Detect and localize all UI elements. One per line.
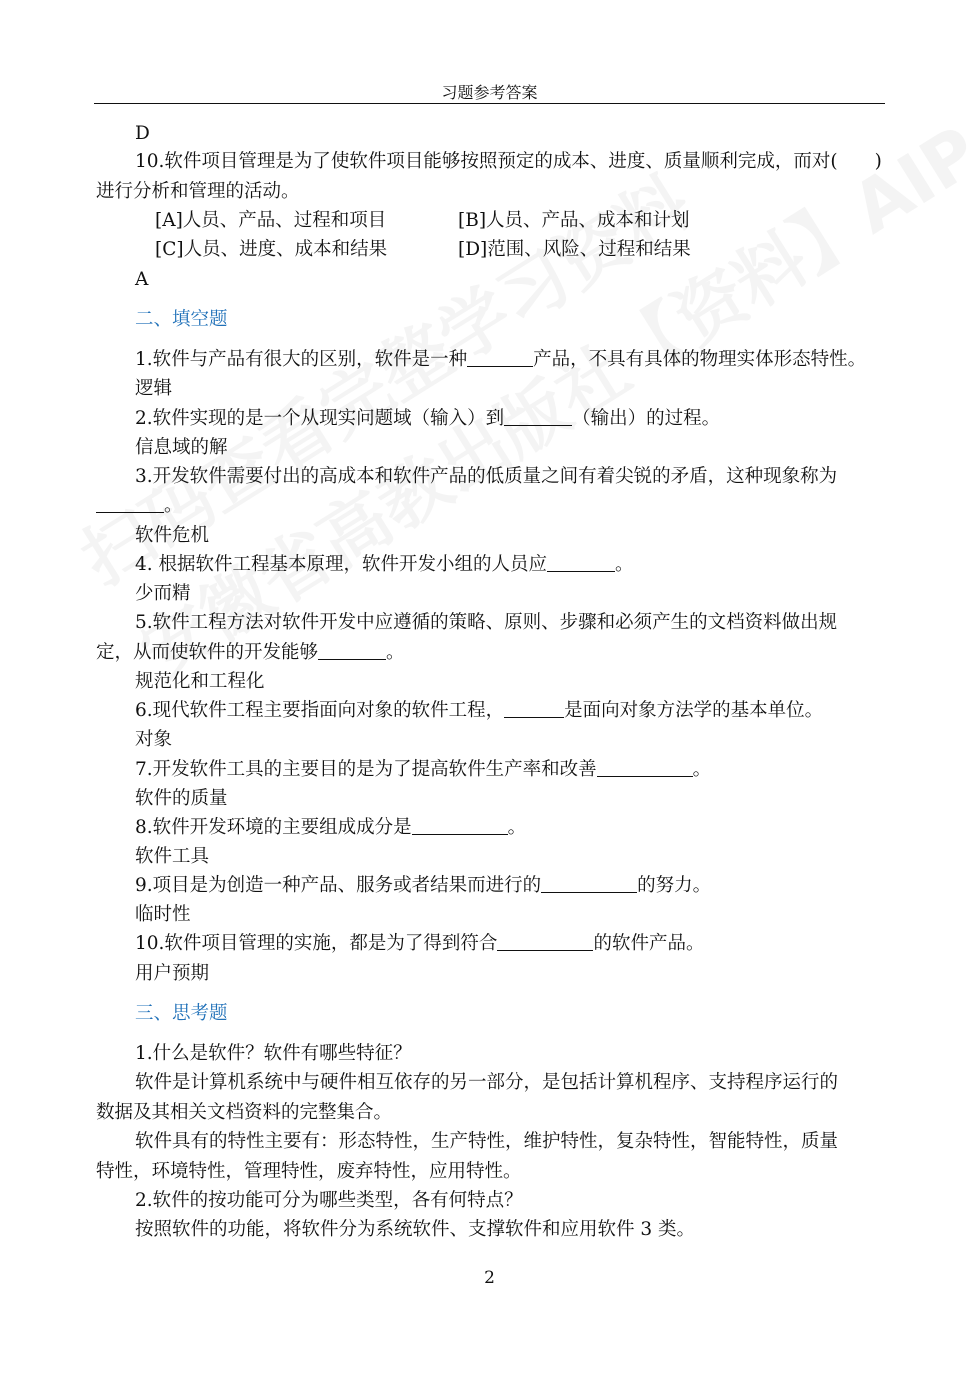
fill-a8: 软件工具 xyxy=(135,846,210,867)
fill-q6 xyxy=(135,699,823,723)
fill-q2-before: 2.软件实现的是一个从现实问题域（输入）到 xyxy=(135,408,505,429)
fill-q2 xyxy=(135,407,720,431)
fill-q4-after: 。 xyxy=(615,554,634,575)
blank xyxy=(467,348,533,367)
fill-q8-after: 。 xyxy=(507,817,527,838)
fill-q3-after: 。 xyxy=(164,495,183,516)
q10-line-2: 进行分析和管理的活动。 xyxy=(96,181,300,202)
q9-answer: D xyxy=(135,123,150,144)
fill-a5: 规范化和工程化 xyxy=(135,671,265,692)
fill-q6-before: 6.现代软件工程主要指面向对象的软件工程， xyxy=(135,700,505,721)
fill-q2-after: （输出）的过程。 xyxy=(572,408,721,429)
fill-q10-before: 10.软件项目管理的实施，都是为了得到符合 xyxy=(135,933,498,954)
fill-q4-before: 4. 根据软件工程基本原理，软件开发小组的人员应 xyxy=(135,554,548,575)
blank xyxy=(597,758,693,777)
fill-q7 xyxy=(135,758,711,782)
fill-q10 xyxy=(135,932,704,956)
q10-option-c: [C]人员、进度、成本和结果 xyxy=(155,239,388,260)
think-q2: 2.软件的按功能可分为哪些类型，各有何特点？ xyxy=(135,1190,523,1211)
fill-a10: 用户预期 xyxy=(135,963,210,984)
fill-q3-line-1: 3.开发软件需要付出的高成本和软件产品的低质量之间有着尖锐的矛盾，这种现象称为 xyxy=(135,466,838,487)
fill-a2: 信息域的解 xyxy=(135,437,228,458)
fill-q9 xyxy=(135,874,711,898)
fill-q7-before: 7.开发软件工具的主要目的是为了提高软件生产率和改善 xyxy=(135,759,597,780)
fill-q6-after: 是面向对象方法学的基本单位。 xyxy=(564,700,824,721)
page-number: 2 xyxy=(484,1268,495,1288)
blank xyxy=(96,494,164,513)
think-a1-line-3: 软件具有的特性主要有：形态特性，生产特性，维护特性，复杂特性，智能特性，质量 xyxy=(135,1131,839,1152)
think-a2-line-1: 按照软件的功能，将软件分为系统软件、支撑软件和应用软件 3 类。 xyxy=(135,1219,696,1240)
fill-q8 xyxy=(135,816,526,840)
section-title-fill-blank: 二、填空题 xyxy=(135,309,228,330)
fill-q1 xyxy=(135,348,866,372)
fill-a9: 临时性 xyxy=(135,904,191,925)
fill-q9-after: 的努力。 xyxy=(637,875,712,896)
fill-a4: 少而精 xyxy=(135,583,191,604)
q10-line-1: 10.软件项目管理是为了使软件项目能够按照预定的成本、进度、质量顺利完成，而对( ) xyxy=(135,151,882,172)
q10-option-d: [D]范围、风险、过程和结果 xyxy=(458,239,691,260)
fill-q9-before: 9.项目是为创造一种产品、服务或者结果而进行的 xyxy=(135,875,542,896)
fill-q5-line-2 xyxy=(96,641,405,665)
blank xyxy=(547,553,615,572)
q10-option-a: [A]人员、产品、过程和项目 xyxy=(155,210,387,231)
think-a1-line-2: 数据及其相关文档资料的完整集合。 xyxy=(96,1102,393,1123)
fill-a7: 软件的质量 xyxy=(135,788,228,809)
fill-q4 xyxy=(135,553,634,577)
blank xyxy=(412,816,508,835)
fill-q5-before: 定，从而使软件的开发能够 xyxy=(96,642,319,663)
blank xyxy=(541,874,637,893)
fill-q8-before: 8.软件开发环境的主要组成成分是 xyxy=(135,817,412,838)
fill-q3-line-2 xyxy=(96,494,183,518)
fill-a3: 软件危机 xyxy=(135,525,210,546)
section-title-thinking: 三、思考题 xyxy=(135,1003,228,1024)
blank xyxy=(497,932,593,951)
blank xyxy=(318,641,386,660)
q10-answer: A xyxy=(135,269,149,290)
header-rule xyxy=(94,103,885,104)
fill-q1-after: 产品，不具有具体的物理实体形态特性。 xyxy=(533,349,867,370)
fill-a6: 对象 xyxy=(135,729,173,750)
fill-q1-before: 1.软件与产品有很大的区别，软件是一种 xyxy=(135,349,468,370)
think-a1-line-4: 特性，环境特性，管理特性，废弃特性，应用特性。 xyxy=(96,1161,522,1182)
q10-option-b: [B]人员、产品、成本和计划 xyxy=(458,210,690,231)
fill-q5-line-1: 5.软件工程方法对软件开发中应遵循的策略、原则、步骤和必须产生的文档资料做出规 xyxy=(135,612,838,633)
fill-q10-after: 的软件产品。 xyxy=(593,933,705,954)
page-header: 习题参考答案 xyxy=(441,83,538,102)
blank xyxy=(504,407,572,426)
fill-a1: 逻辑 xyxy=(135,378,173,399)
blank xyxy=(504,699,564,718)
fill-q5-after: 。 xyxy=(386,642,405,663)
fill-q7-after: 。 xyxy=(692,759,712,780)
think-a1-line-1: 软件是计算机系统中与硬件相互依存的另一部分，是包括计算机程序、支持程序运行的 xyxy=(135,1072,839,1093)
think-q1: 1.什么是软件？软件有哪些特征？ xyxy=(135,1043,412,1064)
